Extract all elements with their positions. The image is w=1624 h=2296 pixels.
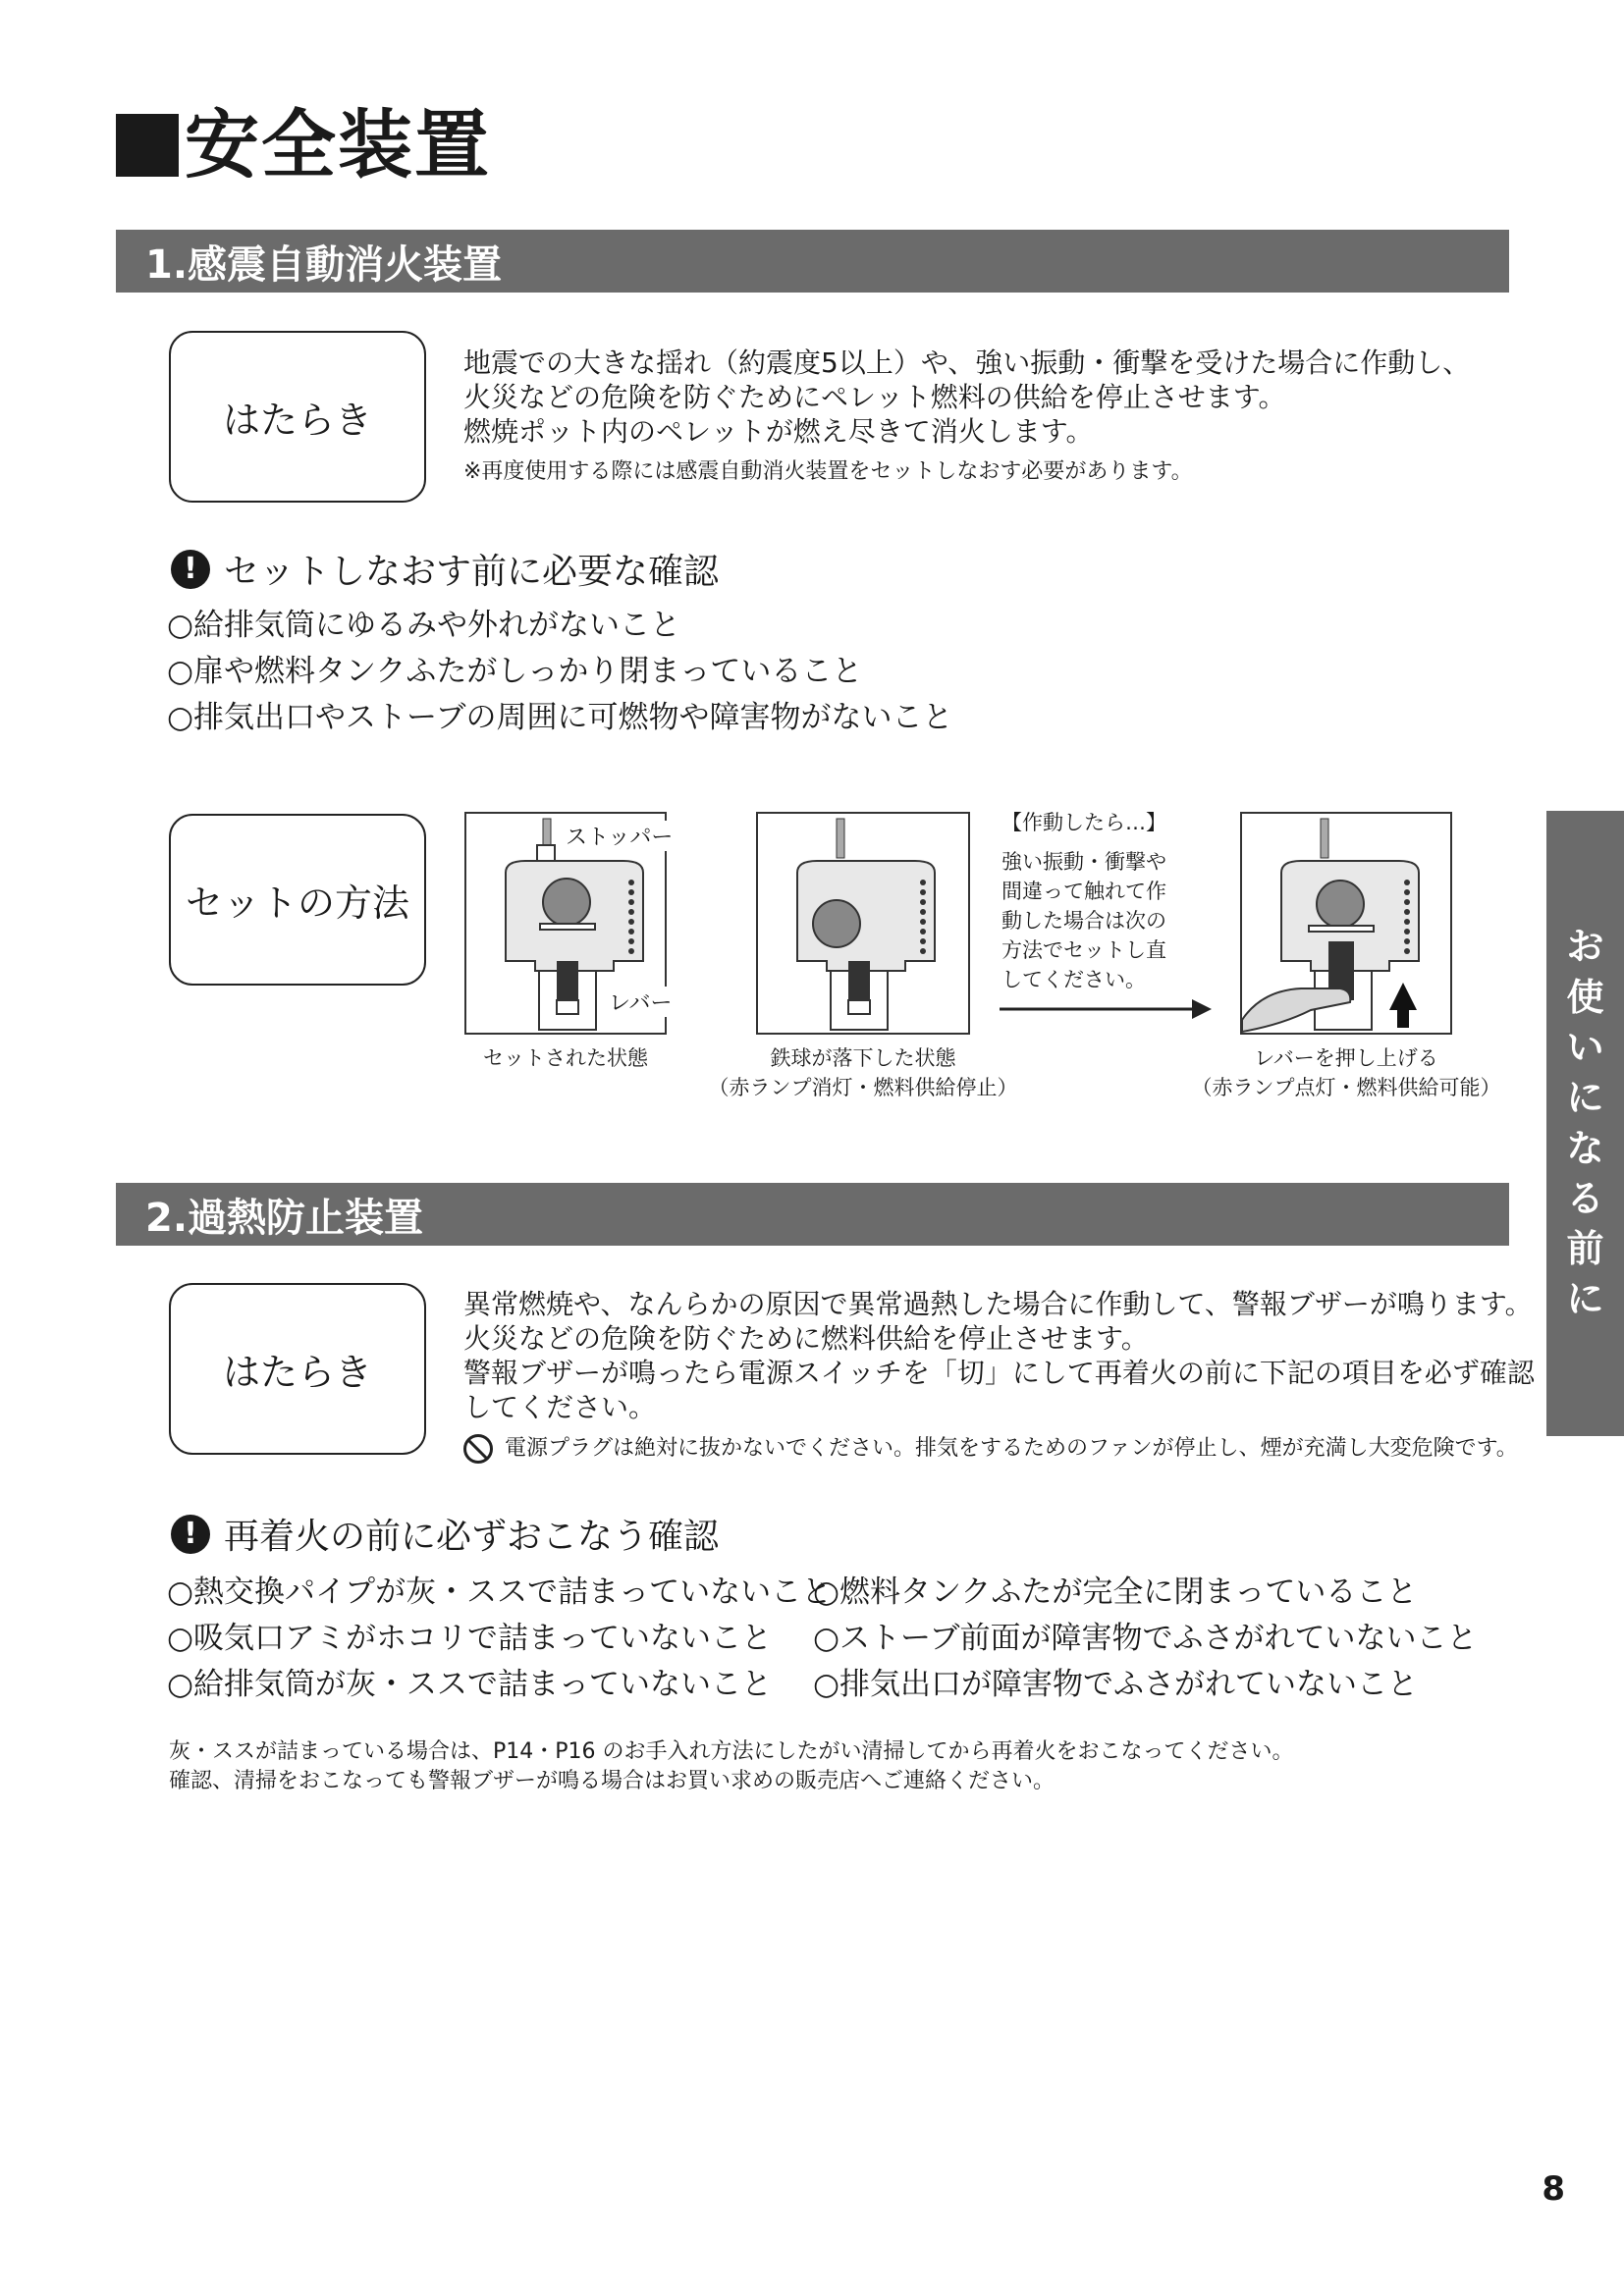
warning-text: 電源プラグは絶対に抜かないでください。排気をするためのファンが停止し、煙が充満し大変危険です。 (505, 1436, 1518, 1461)
diagram-push-lever (1240, 812, 1452, 1035)
section2-footer-note (169, 1737, 1294, 1796)
caption-line: 鉄球が落下した状態 (770, 1046, 956, 1070)
desc-line: 地震での大きな揺れ（約震度5以上）や、強い振動・衝撃を受けた場合に作動し、 (463, 347, 1471, 379)
caption-line: （赤ランプ消灯・燃料供給停止） (708, 1076, 1018, 1099)
check-item: ○ストーブ前面が障害物でふさがれていないこと (813, 1621, 1478, 1656)
lever-label: レバー (609, 987, 672, 1017)
prohibited-icon (463, 1434, 493, 1464)
caption-set-state: セットされた状態 (483, 1046, 648, 1070)
up-arrow-icon (1389, 983, 1417, 1028)
title-square-icon (116, 114, 179, 177)
right-arrow-icon (1000, 997, 1212, 1021)
side-tab-char: に (1566, 1277, 1604, 1321)
caption-ball-fallen (687, 1043, 1039, 1102)
section2-check-list-left (167, 1570, 832, 1708)
check-item: ○吸気口アミがホコリで詰まっていないこと (167, 1621, 773, 1656)
stopper-label: ストッパー (566, 821, 673, 851)
activated-note (1001, 808, 1166, 994)
activated-line: 方法でセットし直 (1001, 938, 1166, 962)
device-illustration-fallen (758, 814, 968, 1033)
activated-text (1001, 847, 1166, 994)
side-tab-char: お (1566, 925, 1604, 969)
check-item: ○熱交換パイプが灰・ススで詰まっていないこと (167, 1575, 833, 1610)
check-item: ○排気出口やストーブの周囲に可燃物や障害物がないこと (167, 700, 953, 735)
section2-heading: 2.過熱防止装置 (116, 1183, 1509, 1246)
check-item: ○給排気筒が灰・ススで詰まっていないこと (167, 1667, 773, 1702)
side-tab-char: 前 (1566, 1227, 1604, 1271)
check-heading-text: セットしなおす前に必要な確認 (224, 552, 720, 592)
footer-line: 確認、清掃をおこなっても警報ブザーが鳴る場合はお買い求めの販売店へご連絡ください。 (169, 1769, 1056, 1793)
caption-line: レバーを押し上げる (1254, 1046, 1438, 1070)
side-tab-char: な (1566, 1126, 1604, 1170)
activated-line: 強い振動・衝撃や (1001, 850, 1166, 874)
device-illustration-push (1242, 814, 1450, 1033)
section1-check-heading (171, 544, 719, 594)
page-number: 8 (1542, 2169, 1565, 2209)
desc-line: 火災などの危険を防ぐために燃料供給を停止させます。 (463, 1322, 1149, 1355)
activated-title: 【作動したら…】 (1001, 811, 1166, 834)
desc-line: 異常燃焼や、なんらかの原因で異常過熱した場合に作動して、警報ブザーが鳴ります。 (463, 1288, 1533, 1320)
desc-line: 燃焼ポット内のペレットが燃え尽きて消火します。 (463, 415, 1094, 448)
section1-description (463, 346, 1470, 449)
desc-line: 警報ブザーが鳴ったら電源スイッチを「切」にして再着火の前に下記の項目を必ず確認 (463, 1357, 1535, 1389)
check-item: ○給排気筒にゆるみや外れがないこと (167, 608, 681, 643)
set-method-label: セットの方法 (169, 814, 426, 986)
side-tab-char: い (1566, 1025, 1604, 1069)
check-item: ○燃料タンクふたが完全に閉まっていること (813, 1575, 1418, 1610)
check-item: ○扉や燃料タンクふたがしっかり閉まっていること (167, 654, 863, 689)
side-tab-char: に (1566, 1076, 1604, 1120)
exclamation-icon: ! (171, 1515, 210, 1554)
activated-line: してください。 (1001, 968, 1146, 991)
activated-line: 間違って触れて作 (1001, 880, 1166, 903)
caption-line: （赤ランプ点灯・燃料供給可能） (1191, 1076, 1501, 1099)
section2-check-list-right (813, 1570, 1478, 1708)
section2-function-label: はたらき (169, 1283, 426, 1455)
activated-line: 動した場合は次の (1001, 909, 1166, 933)
section1-check-list (167, 603, 953, 741)
caption-push-lever (1168, 1043, 1524, 1102)
section2-check-heading (171, 1509, 719, 1559)
desc-line: してください。 (463, 1391, 657, 1423)
page-title (116, 101, 491, 188)
side-tab-before-use (1546, 811, 1624, 1436)
exclamation-icon: ! (171, 550, 210, 589)
check-heading-text: 再着火の前に必ずおこなう確認 (224, 1517, 720, 1557)
section1-heading: 1.感震自動消火装置 (116, 230, 1509, 293)
section1-note: ※再度使用する際には感震自動消火装置をセットしなおす必要があります。 (463, 459, 1193, 484)
side-tab-char: る (1566, 1176, 1604, 1220)
section1-function-label: はたらき (169, 331, 426, 503)
check-item: ○排気出口が障害物でふさがれていないこと (813, 1667, 1419, 1702)
diagram-ball-fallen (756, 812, 970, 1035)
section2-warning (463, 1434, 1518, 1464)
section2-description (463, 1287, 1535, 1424)
footer-line: 灰・ススが詰まっている場合は、P14・P16 のお手入れ方法にしたがい清掃してから再着火をおこなってください。 (169, 1739, 1294, 1764)
page-title-text: 安全装置 (185, 101, 491, 188)
side-tab-char: 使 (1566, 975, 1604, 1019)
desc-line: 火災などの危険を防ぐためにペレット燃料の供給を停止させます。 (463, 381, 1286, 413)
